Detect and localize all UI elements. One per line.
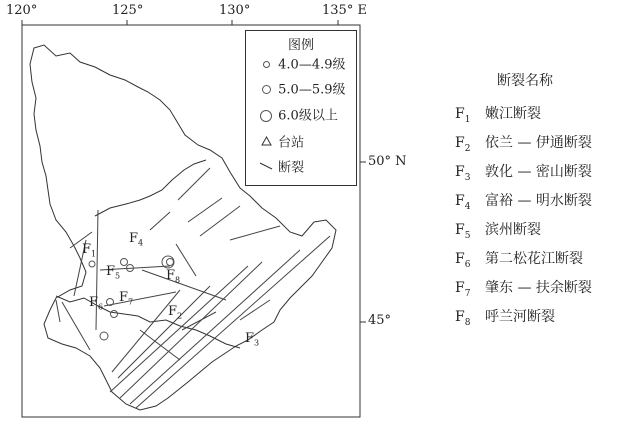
map-label-f8: $F_8$ bbox=[166, 268, 181, 285]
fault-code: $F_8$ bbox=[455, 309, 471, 328]
legend-label: 5.0—5.9级 bbox=[278, 82, 346, 98]
event-circle bbox=[111, 311, 118, 318]
map-label-f1: $F_1$ bbox=[82, 242, 97, 259]
tick-label-120: 120° bbox=[6, 3, 38, 18]
legend-row-medium bbox=[258, 81, 346, 99]
fault-name: 依兰 — 伊通断裂 bbox=[485, 135, 592, 151]
legend-label: 断裂 bbox=[278, 160, 305, 176]
event-circle bbox=[100, 332, 108, 340]
fault-item bbox=[455, 216, 615, 245]
fault-code: $F_2$ bbox=[455, 135, 471, 154]
fault-item bbox=[455, 187, 615, 216]
fault-code: $F_7$ bbox=[455, 280, 471, 299]
event-circle bbox=[167, 259, 174, 266]
fault-line-icon bbox=[258, 159, 274, 177]
fault-name: 第二松花江断裂 bbox=[485, 251, 583, 267]
map-label-f4: $F_4$ bbox=[129, 231, 144, 248]
fault-item bbox=[455, 303, 615, 332]
fault-name: 富裕 — 明水断裂 bbox=[485, 193, 592, 209]
legend-label: 台站 bbox=[278, 135, 305, 151]
map-label-f7: $F_7$ bbox=[119, 290, 134, 307]
legend bbox=[245, 30, 357, 186]
fault-code: $F_4$ bbox=[455, 193, 471, 212]
event-circle bbox=[89, 261, 95, 267]
top-tick-marks bbox=[22, 20, 338, 25]
fault-code: $F_3$ bbox=[455, 164, 471, 183]
tick-label-130: 130° bbox=[219, 3, 251, 18]
medium-circle-icon bbox=[258, 81, 274, 99]
fault-name: 滨州断裂 bbox=[485, 222, 541, 238]
right-tick-marks bbox=[360, 162, 366, 322]
map-label-f6: $F_6$ bbox=[89, 295, 104, 312]
legend-row-large bbox=[258, 107, 338, 125]
fault-item bbox=[455, 274, 615, 303]
legend-row-small bbox=[258, 56, 346, 74]
tick-label-50n: 50° N bbox=[368, 154, 407, 169]
tick-label-125: 125° bbox=[112, 3, 144, 18]
legend-row-station bbox=[258, 134, 304, 152]
fault-name-list bbox=[455, 70, 615, 332]
map-label-f3: $F_3$ bbox=[245, 331, 260, 348]
legend-title: 图例 bbox=[287, 38, 314, 53]
fault-item bbox=[455, 245, 615, 274]
triangle-icon bbox=[258, 134, 274, 152]
large-circle-icon bbox=[258, 107, 274, 125]
legend-label: 6.0级以上 bbox=[278, 108, 338, 124]
legend-label: 4.0—4.9级 bbox=[278, 57, 346, 73]
fault-item bbox=[455, 100, 615, 129]
fault-name: 肇东 — 扶余断裂 bbox=[485, 280, 592, 296]
small-circle-icon bbox=[258, 56, 274, 74]
fault-code: $F_1$ bbox=[455, 106, 471, 125]
fault-item bbox=[455, 158, 615, 187]
map-label-f5: $F_5$ bbox=[106, 264, 121, 281]
fault-code: $F_6$ bbox=[455, 251, 471, 270]
tick-label-135e: 135° E bbox=[322, 3, 367, 18]
fault-item bbox=[455, 129, 615, 158]
fault-code: $F_5$ bbox=[455, 222, 471, 241]
tick-label-45: 45° bbox=[368, 313, 392, 328]
legend-row-fault bbox=[258, 159, 304, 177]
event-circle bbox=[121, 259, 128, 266]
fault-list-title: 断裂名称 bbox=[497, 73, 553, 89]
fault-name: 敦化 — 密山断裂 bbox=[485, 164, 592, 180]
fault-name: 呼兰河断裂 bbox=[485, 309, 555, 325]
fault-lines bbox=[56, 168, 330, 408]
map-label-f2: $F_2$ bbox=[168, 304, 183, 321]
fault-name: 嫩江断裂 bbox=[485, 106, 541, 122]
